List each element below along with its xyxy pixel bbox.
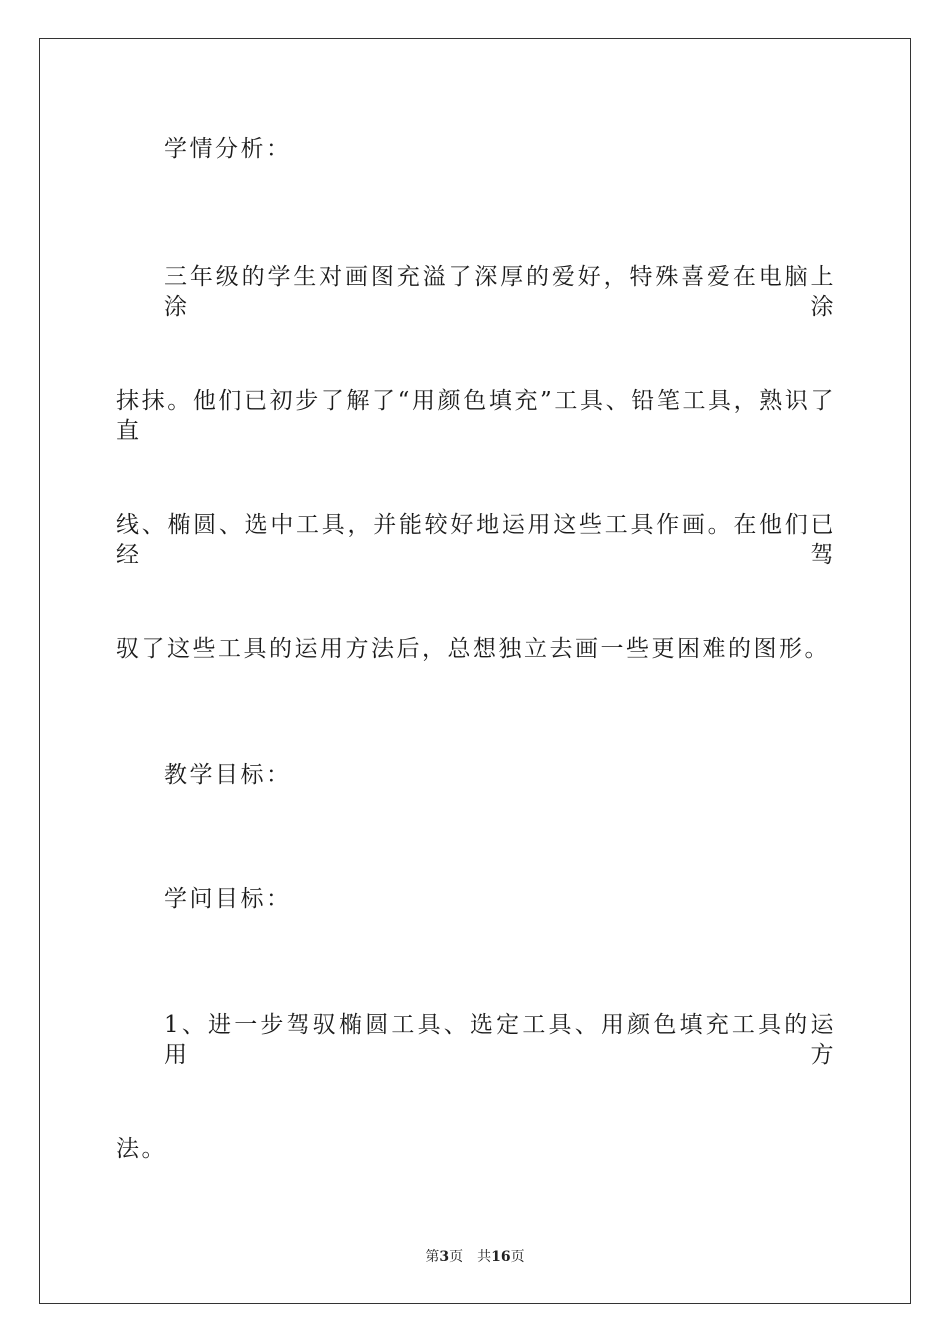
list-item-line: 1、进一步驾驭椭圆工具、选定工具、用颜色填充工具的运用方	[164, 1012, 836, 1068]
heading-learning-analysis: 学情分析：	[164, 136, 292, 162]
total-pages: 16	[491, 1249, 511, 1265]
total-prefix: 共	[477, 1249, 492, 1265]
page-border	[39, 38, 911, 1304]
page-suffix: 页	[449, 1249, 464, 1265]
page-number: 3	[439, 1249, 450, 1265]
total-suffix: 页	[510, 1249, 525, 1265]
paragraph-line: 抹抹。他们已初步了解了“用颜色填充”工具、铅笔工具，熟识了直	[116, 388, 836, 444]
page-footer	[0, 1248, 950, 1266]
heading-knowledge-goals: 学问目标：	[164, 886, 292, 912]
paragraph-line: 驭了这些工具的运用方法后，总想独立去画一些更困难的图形。	[116, 636, 830, 662]
paragraph-line: 线、椭圆、选中工具，并能较好地运用这些工具作画。在他们已经驾	[116, 512, 836, 568]
heading-teaching-goals: 教学目标：	[164, 762, 292, 788]
page-prefix: 第	[425, 1249, 440, 1265]
paragraph-line: 三年级的学生对画图充溢了深厚的爱好，特殊喜爱在电脑上涂涂	[164, 264, 836, 320]
list-item-line: 法。	[116, 1136, 167, 1162]
